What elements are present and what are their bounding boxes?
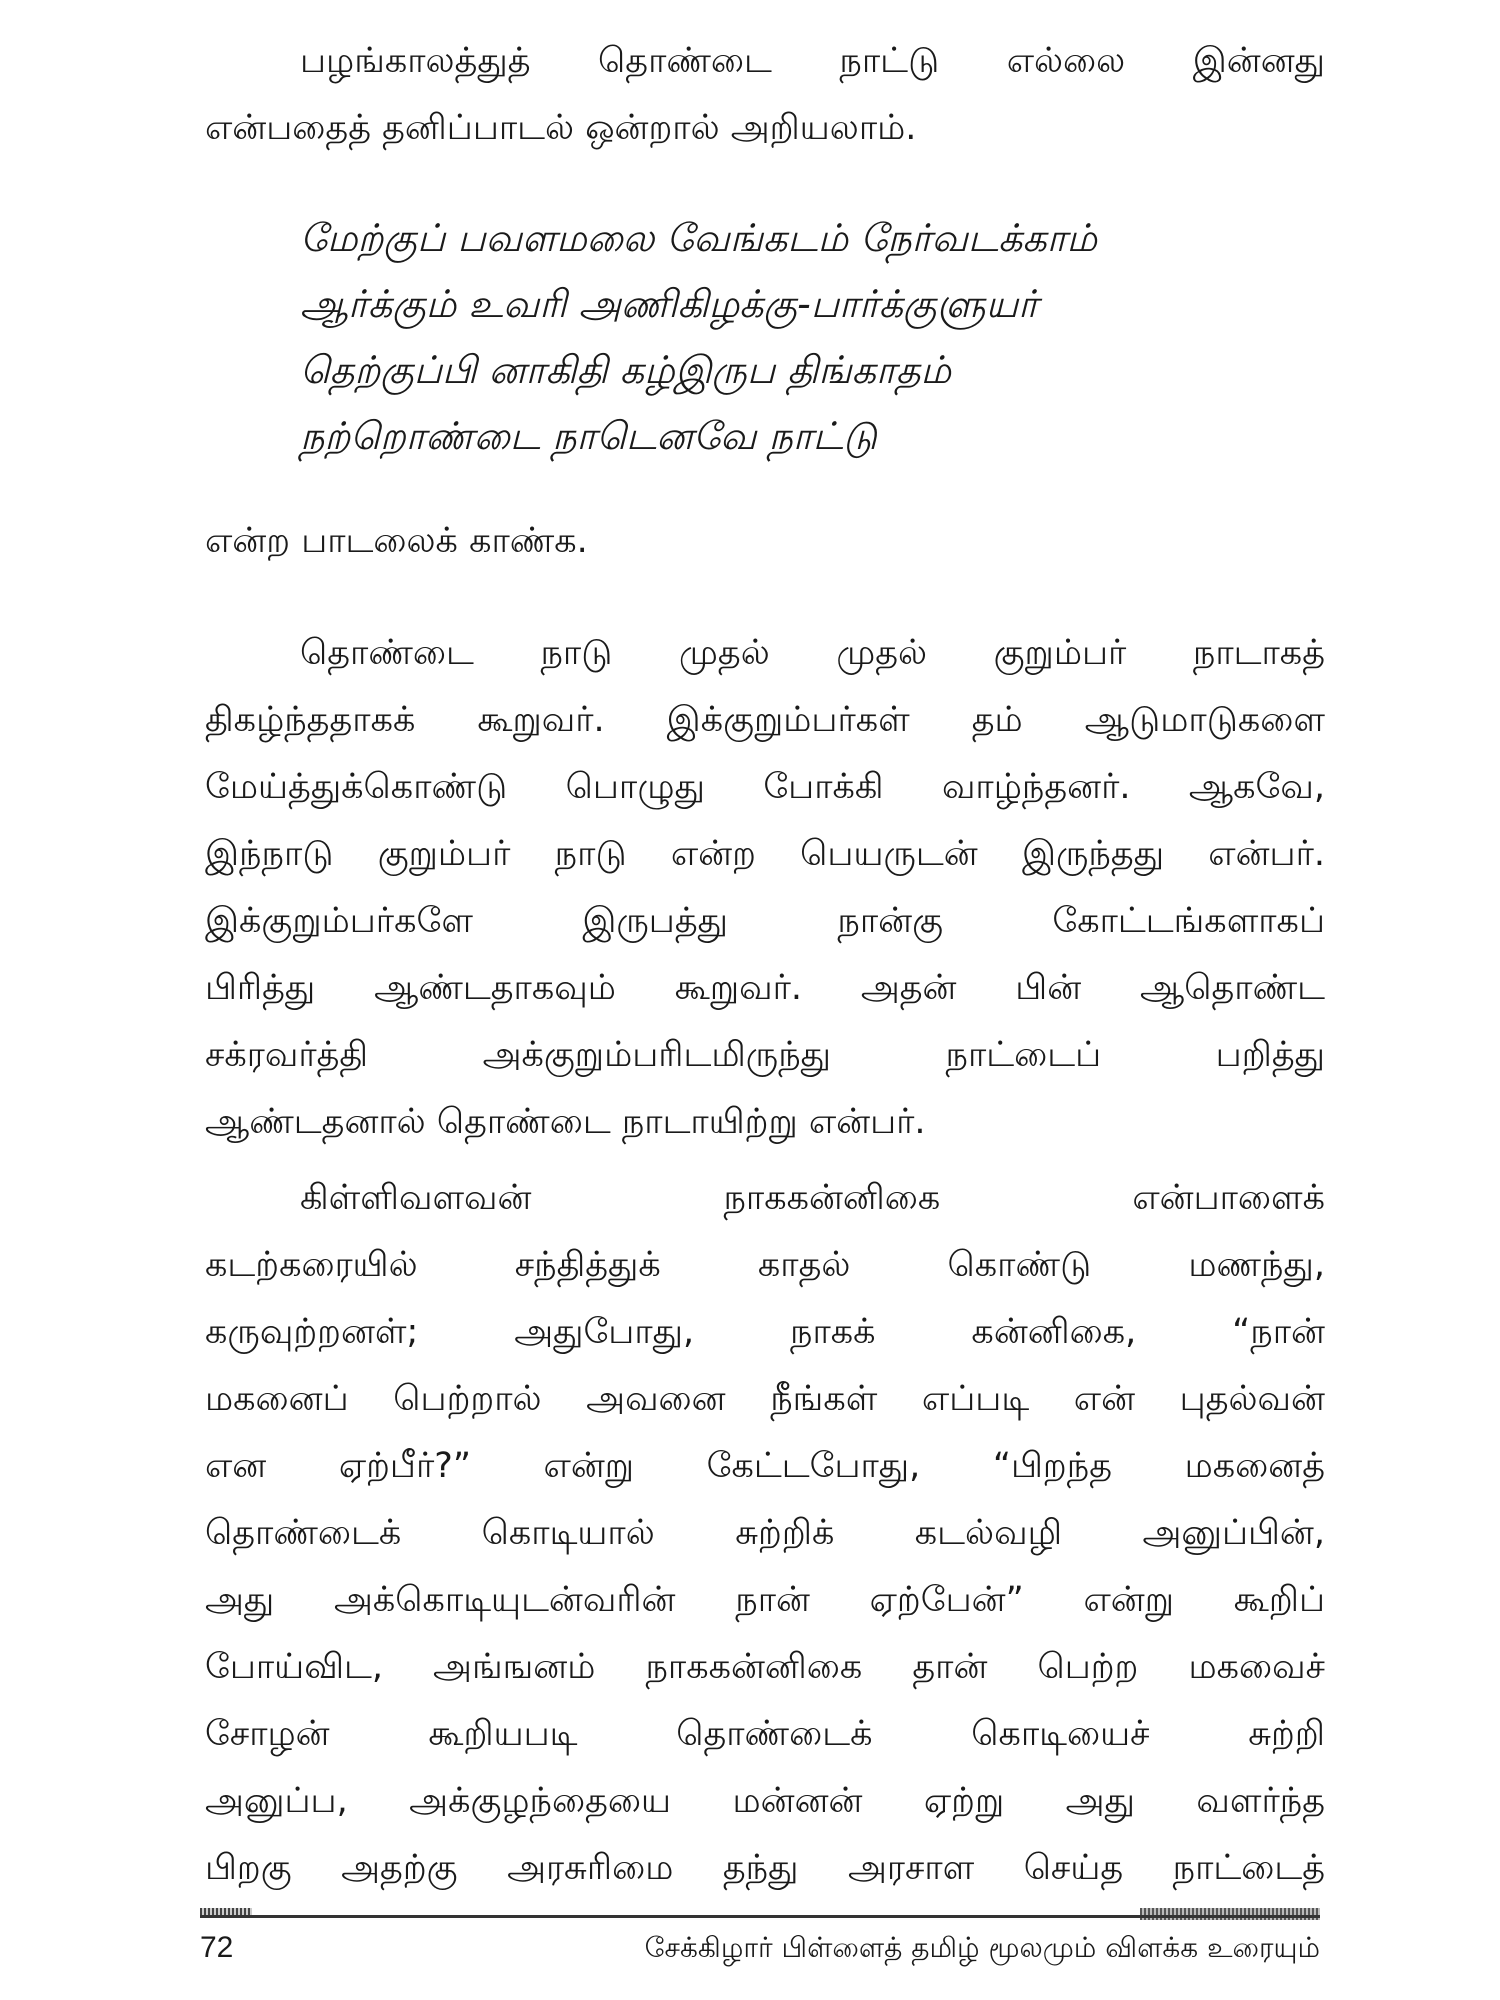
verse-line: ஆர்க்கும் உவரி அணிகிழக்கு-பார்க்குளுயர் xyxy=(300,282,1039,326)
footer-rule-ornament-left xyxy=(200,1908,252,1915)
text-line: இக்குறும்பர்களே இருபத்து நான்கு கோட்டங்களாகப் xyxy=(205,901,1325,941)
footer-rule-ornament-right xyxy=(1140,1908,1320,1920)
text-line: என ஏற்பீர்?” என்று கேட்டபோது, “பிறந்த மகனைத் xyxy=(205,1446,1325,1486)
paragraph-see-verse xyxy=(205,508,1325,575)
running-footer-title: சேக்கிழார் பிள்ளைத் தமிழ் மூலமும் விளக்க உரையும் xyxy=(644,1931,1320,1964)
text-line: அனுப்ப, அக்குழந்தையை மன்னன் ஏற்று அது வளர்ந்த xyxy=(205,1781,1325,1821)
paragraph-intro xyxy=(205,28,1325,162)
text-line: போய்விட, அங்ஙனம் நாககன்னிகை தான் பெற்ற மகவைச் xyxy=(205,1647,1325,1687)
text-line: பிறகு அதற்கு அரசுரிமை தந்து அரசாள செய்த நாட்டைத் xyxy=(205,1848,1325,1888)
page-number: 72 xyxy=(200,1931,234,1964)
text-line: இந்நாடு குறும்பர் நாடு என்ற பெயருடன் இருந்தது என்பர். xyxy=(205,834,1325,874)
text-line: என்பதைத் தனிப்பாடல் ஒன்றால் அறியலாம். xyxy=(205,108,917,148)
verse-line: தெற்குப்பி னாகிதி கழ்இருப திங்காதம் xyxy=(300,348,952,392)
footer-rule xyxy=(200,1915,1320,1918)
paragraph-killivalavan xyxy=(205,1165,1325,1902)
verse-line: நற்றொண்டை நாடெனவே நாட்டு xyxy=(300,414,877,458)
text-line: திகழ்ந்ததாகக் கூறுவர். இக்குறும்பர்கள் தம் ஆடுமாடுகளை xyxy=(205,700,1325,740)
text-line: அது அக்கொடியுடன்வரின் நான் ஏற்பேன்” என்று கூறிப் xyxy=(205,1580,1325,1620)
text-line: சக்ரவர்த்தி அக்குறும்பரிடமிருந்து நாட்டைப் பறித்து xyxy=(205,1035,1325,1075)
text-line: மேய்த்துக்கொண்டு பொழுது போக்கி வாழ்ந்தனர். ஆகவே, xyxy=(205,767,1325,807)
text-line: என்ற பாடலைக் காண்க. xyxy=(205,521,588,561)
text-line: கருவுற்றனள்; அதுபோது, நாகக் கன்னிகை, “நான் xyxy=(205,1312,1325,1352)
text-line: கடற்கரையில் சந்தித்துக் காதல் கொண்டு மணந்து, xyxy=(205,1245,1325,1285)
text-line: தொண்டை நாடு முதல் முதல் குறும்பர் நாடாகத் xyxy=(300,633,1325,673)
verse-line: மேற்குப் பவளமலை வேங்கடம் நேர்வடக்காம் xyxy=(300,216,1098,260)
text-line: பழங்காலத்துத் தொண்டை நாட்டு எல்லை இன்னது xyxy=(300,41,1325,81)
text-line: கிள்ளிவளவன் நாககன்னிகை என்பாளைக் xyxy=(300,1178,1325,1218)
text-line: சோழன் கூறியபடி தொண்டைக் கொடியைச் சுற்றி xyxy=(205,1714,1325,1754)
text-line: தொண்டைக் கொடியால் சுற்றிக் கடல்வழி அனுப்பின், xyxy=(205,1513,1325,1553)
verse-block xyxy=(300,205,1300,469)
text-line: மகனைப் பெற்றால் அவனை நீங்கள் எப்படி என் புதல்வன் xyxy=(205,1379,1325,1419)
paragraph-kurumbar xyxy=(205,620,1325,1156)
text-line: பிரித்து ஆண்டதாகவும் கூறுவர். அதன் பின் ஆதொண்ட xyxy=(205,968,1325,1008)
text-line: ஆண்டதனால் தொண்டை நாடாயிற்று என்பர். xyxy=(205,1102,926,1142)
